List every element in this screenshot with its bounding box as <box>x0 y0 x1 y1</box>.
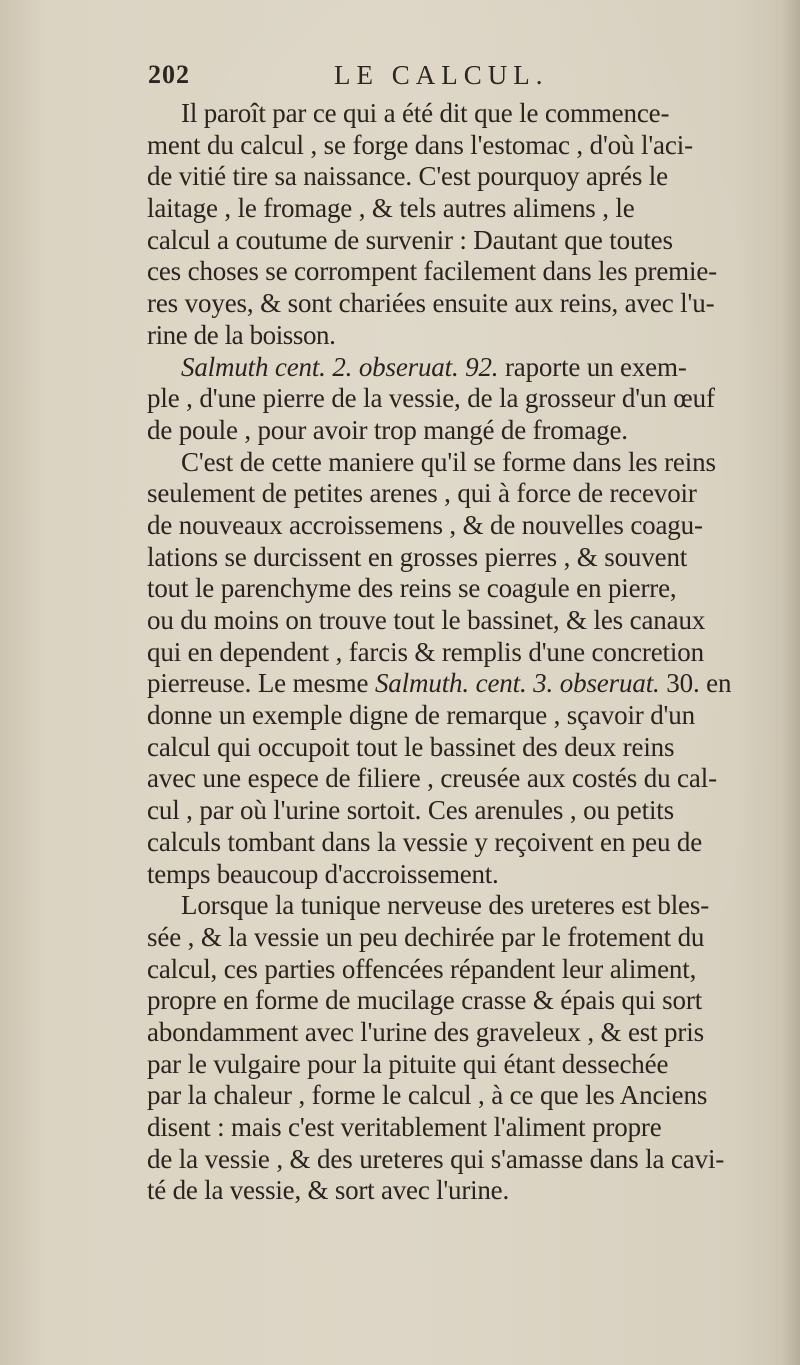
text-line <box>147 795 800 827</box>
text-line <box>147 732 800 764</box>
text-line <box>147 383 800 415</box>
text-segment: pierreuse. Le mesme <box>147 668 375 699</box>
italic-citation: Salmuth. cent. 3. obseruat. <box>374 668 660 699</box>
italic-citation: Salmuth cent. 2. obseruat. 92. <box>181 351 499 382</box>
text-line <box>147 130 800 162</box>
text-line <box>147 890 800 922</box>
text-line <box>147 763 800 795</box>
text-line <box>147 985 800 1017</box>
text-segment: qui en dependent , farcis & remplis d'une concretion <box>147 636 704 667</box>
text-segment: tout le parenchyme des reins se coagule en pierre, <box>147 573 677 604</box>
text-segment: sée , & la vessie un peu dechirée par le frotement du <box>147 921 705 952</box>
text-segment: propre en forme de mucilage crasse & épais qui sort <box>147 985 703 1016</box>
text-segment: rine de la boisson. <box>147 319 336 350</box>
text-segment: de poule , pour avoir trop mangé de fromage. <box>147 414 628 445</box>
text-line <box>147 415 800 447</box>
text-line <box>147 668 800 700</box>
text-segment: avec une espece de filiere , creusée aux costés du cal- <box>147 763 717 794</box>
text-line <box>147 478 800 510</box>
text-line <box>147 605 800 637</box>
text-line <box>147 1080 800 1112</box>
text-segment: par la chaleur , forme le calcul , à ce que les Anciens <box>147 1080 708 1111</box>
body-text <box>147 98 800 1207</box>
text-segment: temps beaucoup d'accroissement. <box>147 858 499 889</box>
text-line <box>147 161 800 193</box>
text-line <box>147 256 800 288</box>
text-segment: calcul qui occupoit tout le bassinet des deux reins <box>147 731 675 762</box>
text-segment: ou du moins on trouve tout le bassinet, & les canaux <box>147 605 706 635</box>
text-line <box>147 1144 800 1176</box>
text-segment: donne un exemple digne de remarque , sçavoir d'un <box>147 700 695 731</box>
text-line <box>147 859 800 891</box>
text-line <box>147 1017 800 1049</box>
running-title: LE CALCUL. <box>334 60 549 90</box>
text-segment: calculs tombant dans la vessie y reçoivent en peu de <box>147 826 703 857</box>
text-line <box>147 225 800 257</box>
text-segment: té de la vessie, & sort avec l'urine. <box>147 1175 509 1206</box>
text-line <box>147 352 800 384</box>
text-segment: C'est de cette maniere qu'il se forme dans les reins <box>181 446 716 477</box>
text-segment: calcul a coutume de survenir : Dautant que toutes <box>147 224 673 255</box>
text-segment: ment du calcul , se forge dans l'estomac , d'où l'aci- <box>147 129 693 160</box>
text-segment: laitage , le fromage , & tels autres alimens , le <box>147 193 635 224</box>
text-segment: Lorsque la tunique nerveuse des ureteres est bles- <box>181 890 710 921</box>
text-line <box>147 447 800 479</box>
text-segment: seulement de petites arenes , qui à force de recevoir <box>147 478 697 509</box>
text-line <box>147 193 800 225</box>
text-line <box>147 510 800 542</box>
text-segment: res voyes, & sont chariées ensuite aux reins, avec l'u- <box>147 288 715 319</box>
text-segment: 30. en <box>659 668 732 699</box>
text-line <box>147 320 800 352</box>
text-line <box>147 98 800 130</box>
text-line <box>147 637 800 669</box>
text-line <box>147 827 800 859</box>
text-segment: ple , d'une pierre de la vessie, de la grosseur d'un œuf <box>147 383 715 414</box>
text-segment: de vitié tire sa naissance. C'est pourquoy aprés le <box>147 161 668 192</box>
text-segment: ces choses se corrompent facilement dans les premie- <box>147 256 718 287</box>
text-segment: raporte un exem- <box>498 351 687 382</box>
text-line <box>147 542 800 574</box>
text-segment: abondamment avec l'urine des graveleux , & est pris <box>147 1016 704 1047</box>
text-line <box>147 1049 800 1081</box>
text-line <box>147 1112 800 1144</box>
text-segment: de la vessie , & des ureteres qui s'amasse dans la cavi- <box>147 1143 725 1174</box>
text-line <box>147 700 800 732</box>
text-line <box>147 573 800 605</box>
text-segment: de nouveaux accroissemens , & de nouvelles coagu- <box>147 509 703 540</box>
page-number: 202 <box>148 60 190 89</box>
text-line <box>147 954 800 986</box>
text-line <box>147 288 800 320</box>
text-segment: par le vulgaire pour la pituite qui étant dessechée <box>147 1048 669 1079</box>
text-segment: Il paroît par ce qui a été dit que le commence- <box>181 98 670 128</box>
text-segment: cul , par où l'urine sortoit. Ces arenules , ou petits <box>147 795 675 826</box>
text-segment: calcul, ces parties offencées répandent leur aliment, <box>147 953 697 984</box>
text-segment: disent : mais c'est veritablement l'aliment propre <box>147 1112 662 1142</box>
text-line <box>147 1175 800 1207</box>
page-header <box>148 60 608 94</box>
text-segment: lations se durcissent en grosses pierres , & souvent <box>147 541 688 572</box>
text-line <box>147 922 800 954</box>
